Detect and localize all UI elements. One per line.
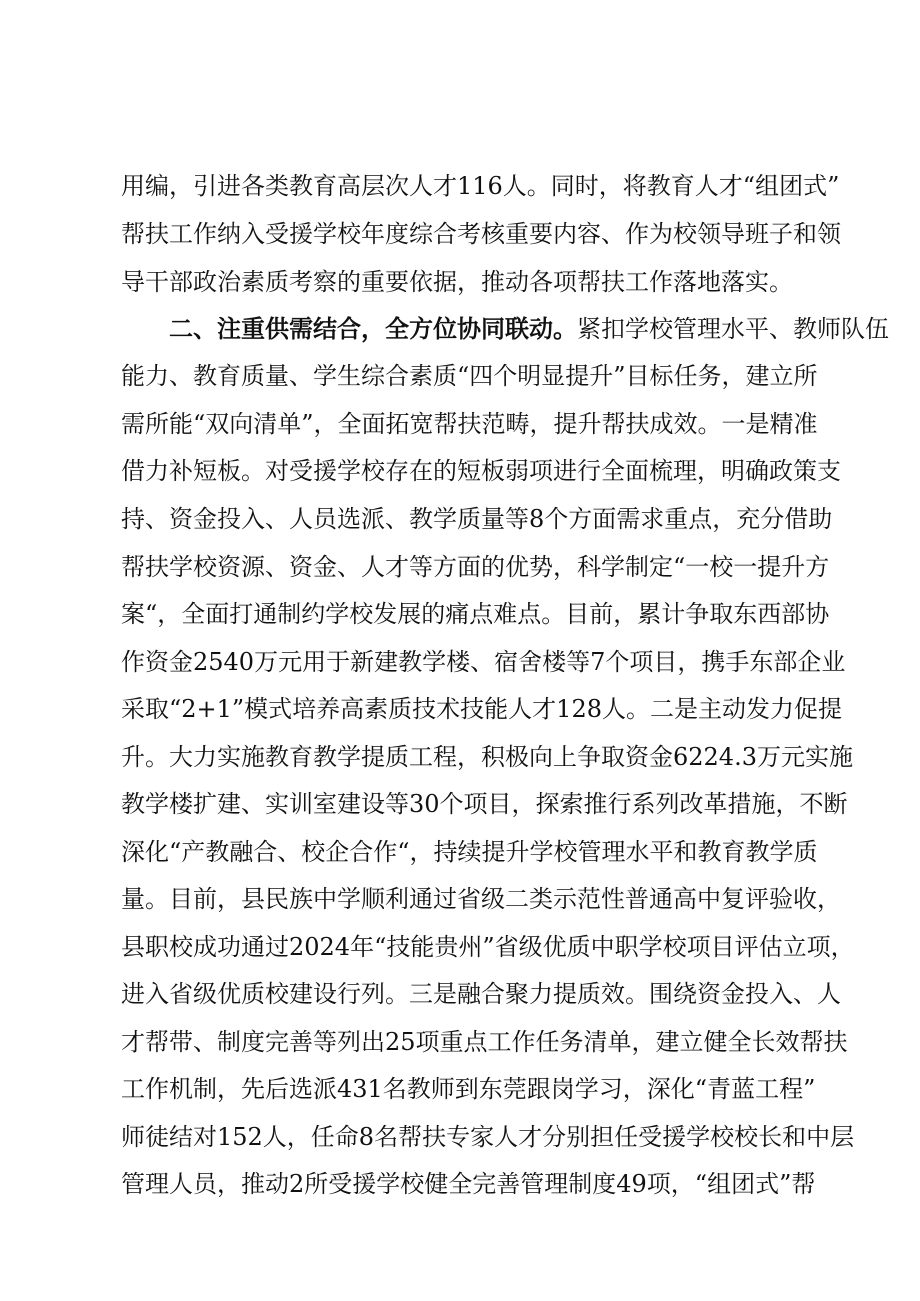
paragraph2-line: 需所能“双向清单”，全面拓宽帮扶范畴，提升帮扶成效。一是精准 <box>121 410 818 438</box>
paragraph2-line: 案“，全面打通制约学校发展的痛点难点。目前，累计争取东西部协 <box>121 600 830 628</box>
paragraph1-line-2: 帮扶工作纳入受援学校年度综合考核重要内容、作为校领导班子和领 <box>121 220 841 248</box>
paragraph1-line-3: 导干部政治素质考察的重要依据，推动各项帮扶工作落地落实。 <box>121 268 793 296</box>
paragraph2-line: 师徒结对152人，任命8名帮扶专家人才分别担任受援学校校长和中层 <box>121 1123 855 1151</box>
paragraph2-line: 深化“产教融合、校企合作“，持续提升学校管理水平和教育教学质 <box>121 838 818 866</box>
paragraph2-line: 量。目前，县民族中学顺利通过省级二类示范性普通高中复评验收， <box>121 885 841 913</box>
paragraph2-line: 县职校成功通过2024年“技能贵州”省级优质中职学校项目评估立项， <box>121 933 855 961</box>
paragraph2-line: 才帮带、制度完善等列出25项重点工作任务清单，建立健全长效帮扶 <box>121 1028 848 1056</box>
paragraph2-line: 作资金2540万元用于新建教学楼、宿舍楼等7个项目，携手东部企业 <box>121 648 846 676</box>
paragraph2-line: 管理人员，推动2所受援学校健全完善管理制度49项，“组团式”帮 <box>121 1170 816 1198</box>
paragraph2-line: 持、资金投入、人员选派、教学质量等8个方面需求重点，充分借助 <box>121 505 833 533</box>
paragraph2-line: 进入省级优质校建设行列。三是融合聚力提质效。围绕资金投入、人 <box>121 980 841 1008</box>
paragraph2-line: 能力、教育质量、学生综合素质“四个明显提升”目标任务，建立所 <box>121 362 818 390</box>
paragraph2-line: 升。大力实施教育教学提质工程，积极向上争取资金6224.3万元实施 <box>121 743 853 771</box>
paragraph2-line: 工作机制，先后选派431名教师到东莞跟岗学习，深化“青蓝工程” <box>121 1075 816 1103</box>
section-heading: 二、注重供需结合，全方位协同联动。 <box>169 315 577 343</box>
paragraph2-line-1 <box>121 309 889 349</box>
paragraph2-line: 教学楼扩建、实训室建设等30个项目，探索推行系列改革措施，不断 <box>121 790 848 818</box>
paragraph2-line: 借力补短板。对受援学校存在的短板弱项进行全面梳理，明确政策支 <box>121 457 841 485</box>
paragraph2-line: 采取“2+1”模式培养高素质技术技能人才128人。二是主动发力促提 <box>121 695 842 723</box>
paragraph2-line: 帮扶学校资源、资金、人才等方面的优势，科学制定“一校一提升方 <box>121 553 830 581</box>
paragraph2-line-1-text: 紧扣学校管理水平、教师队伍 <box>577 315 889 343</box>
paragraph1-line-1: 用编，引进各类教育高层次人才116人。同时，将教育人才“组团式” <box>121 172 840 200</box>
